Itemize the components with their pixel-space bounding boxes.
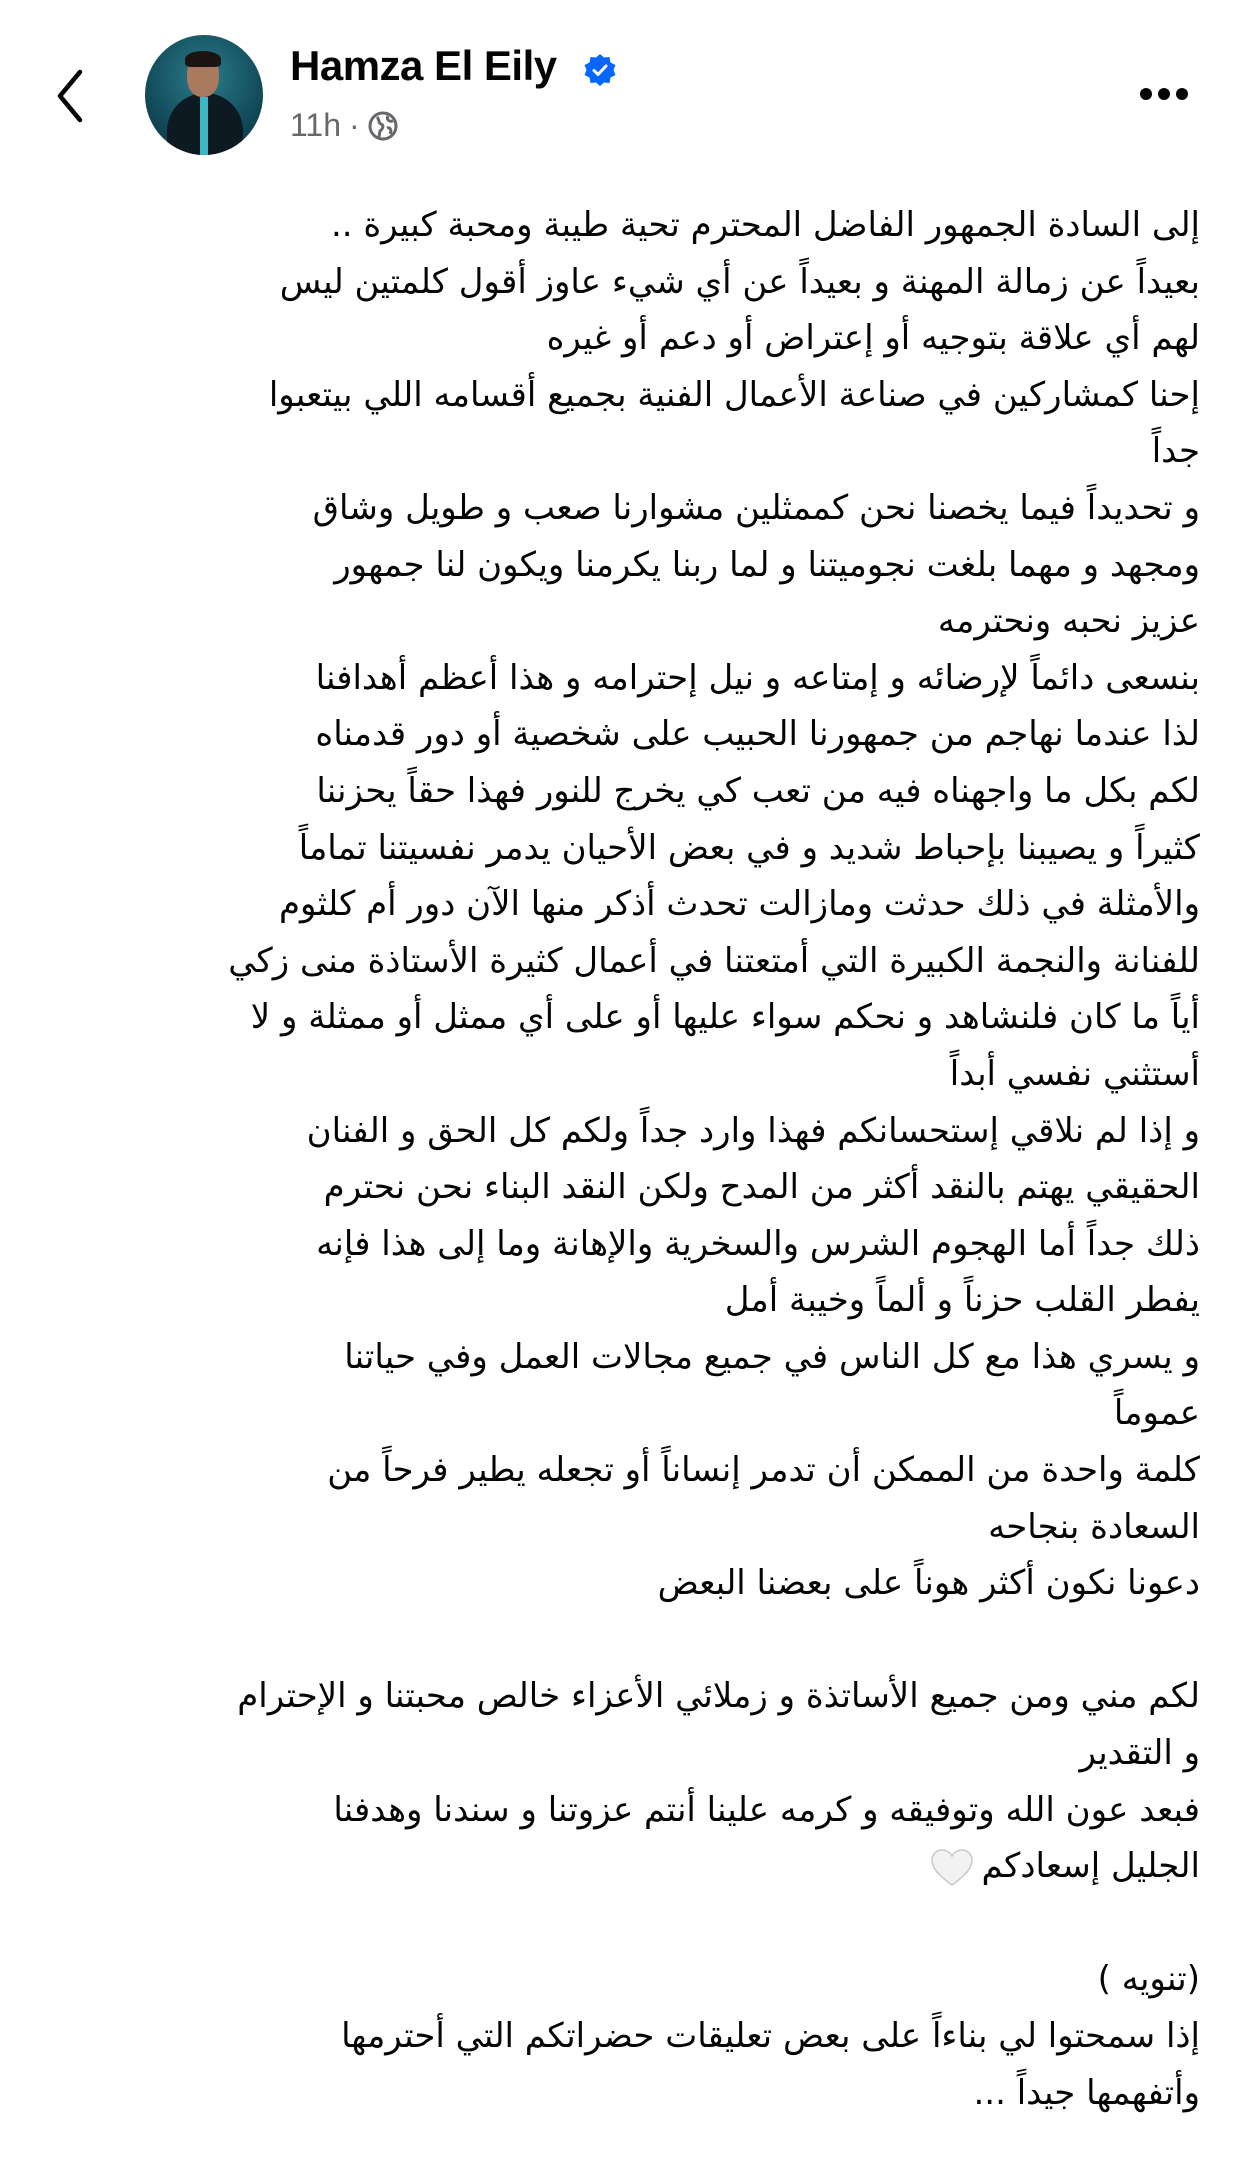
post-line [30,1385,1200,1442]
post-line [30,1216,1200,1273]
post-line [30,537,1200,594]
post-line-text: عزيز نحبه ونحترمه [937,601,1200,642]
post-line [30,1782,1200,1839]
post-line [30,1725,1200,1782]
more-horizontal-icon [1140,88,1152,100]
post-line [30,1103,1200,1160]
post-line [30,1555,1200,1612]
post-line-text: ومجهد و مهما بلغت نجوميتنا و لما ربنا يكرمنا ويكون لنا جمهور [334,544,1200,585]
post-line [30,2008,1200,2065]
post-line [30,1272,1200,1329]
post-line-text: بعيداً عن زمالة المهنة و بعيداً عن أي شيء عاوز أقول كلمتين ليس [279,261,1200,302]
chevron-left-icon [50,66,90,126]
post-line-text: أستثني نفسي أبداً [949,1053,1200,1094]
post-line [30,820,1200,877]
post-line [30,1612,1200,1669]
post-line [30,933,1200,990]
white-heart-icon [930,1848,974,1888]
post-line-text: كثيراً و يصيبنا بإحباط شديد و في بعض الأحيان يدمر نفسيتنا تماماً [298,827,1200,868]
post-line [30,1442,1200,1499]
post-line-text: أياً ما كان فلنشاهد و نحكم سواء عليها أو على أي ممثل أو ممثلة و لا [250,997,1200,1038]
post-line-text: فبعد عون الله وتوفيقه و كرمه علينا أنتم عزوتنا و سندنا وهدفنا [333,1789,1200,1830]
post-time[interactable]: 11h [290,107,342,143]
post-line-text: و التقدير [1079,1733,1200,1774]
post-line [30,2065,1200,2122]
post-line [30,876,1200,933]
post-line-text: إلى السادة الجمهور الفاضل المحترم تحية طيبة ومحبة كبيرة .. [330,205,1200,245]
post-line-text: للفنانة والنجمة الكبيرة التي أمتعتنا في أعمال كثيرة الأستاذة منى زكي [228,940,1200,981]
post-line [30,1668,1200,1725]
post-line-text: يفطر القلب حزناً و ألماً وخيبة أمل [724,1280,1200,1321]
post-line-text: جداً [1151,431,1200,472]
post-line [30,593,1200,650]
post-text [30,197,1200,2121]
post-line-text: إذا سمحتوا لي بناءاً على بعض تعليقات حضراتكم التي أحترمها [341,2016,1200,2056]
author-name[interactable]: Hamza El Eily [290,42,557,89]
post-line-text: و إذا لم نلاقي إستحسانكم فهذا وارد جداً ولكم كل الحق و الفنان [306,1110,1200,1151]
post-line [30,197,1200,254]
post-line [30,1838,1200,1895]
avatar[interactable] [145,35,263,155]
post-line-text: ذلك جداً أما الهجوم الشرس والسخرية والإهانة وما إلى هذا فإنه [316,1223,1200,1264]
post-line [30,254,1200,311]
verified-badge-icon [583,53,617,87]
post-line-text: إحنا كمشاركين في صناعة الأعمال الفنية بجميع أقسامه اللي بيتعبوا [268,374,1200,415]
post-line-text: بنسعى دائماً لإرضائه و إمتاعه و نيل إحترامه و هذا أعظم أهدافنا [315,657,1200,698]
post-line [30,423,1200,480]
post-line-text: لكم مني ومن جميع الأساتذة و زملائي الأعزاء خالص محبتنا و الإحترام [237,1676,1200,1717]
post-line [30,706,1200,763]
post-line [30,650,1200,707]
post-line-text: السعادة بنجاحه [988,1506,1200,1547]
post-line [30,989,1200,1046]
post-line-text: الجليل إسعادكم [981,1846,1200,1887]
post-line [30,310,1200,367]
post-line-text: والأمثلة في ذلك حدثت ومازالت تحدث أذكر منها الآن دور أم كلثوم [278,884,1200,925]
post-line-text: وأتفهمها جيداً ... [973,2072,1200,2113]
post-line [30,367,1200,424]
post-line [30,1951,1200,2008]
post-line-text: و يسري هذا مع كل الناس في جميع مجالات العمل وفي حياتنا [344,1336,1200,1377]
more-options-button[interactable] [1140,88,1188,100]
post-line [30,480,1200,537]
post-line-text: عموماً [1113,1393,1200,1434]
post-line [30,1329,1200,1386]
post-line-text: (تنويه ) [1097,1959,1200,2000]
post-line-text: لذا عندما نهاجم من جمهورنا الحبيب على شخصية أو دور قدمناه [315,714,1200,755]
post-meta [290,107,398,144]
post-line-text: لكم بكل ما واجهناه فيه من تعب كي يخرج للنور فهذا حقاً يحزننا [316,770,1200,811]
post-line-text: لهم أي علاقة بتوجيه أو إعتراض أو دعم أو غيره [546,318,1200,359]
post-line-text: الحقيقي يهتم بالنقد أكثر من المدح ولكن النقد البناء نحن نحترم [323,1167,1200,1208]
separator: · [349,107,360,143]
post-line [30,1499,1200,1556]
back-button[interactable] [50,66,90,126]
post-line-text: دعونا نكون أكثر هوناً على بعضنا البعض [657,1563,1200,1604]
post-line-text: كلمة واحدة من الممكن أن تدمر إنساناً أو تجعله يطير فرحاً من [327,1450,1200,1491]
post-line [30,1895,1200,1952]
post-line-text: و تحديداً فيما يخصنا نحن كممثلين مشوارنا صعب و طويل وشاق [312,487,1200,528]
post-line [30,1046,1200,1103]
post-line [30,1159,1200,1216]
globe-icon[interactable] [368,111,398,141]
post-line [30,763,1200,820]
